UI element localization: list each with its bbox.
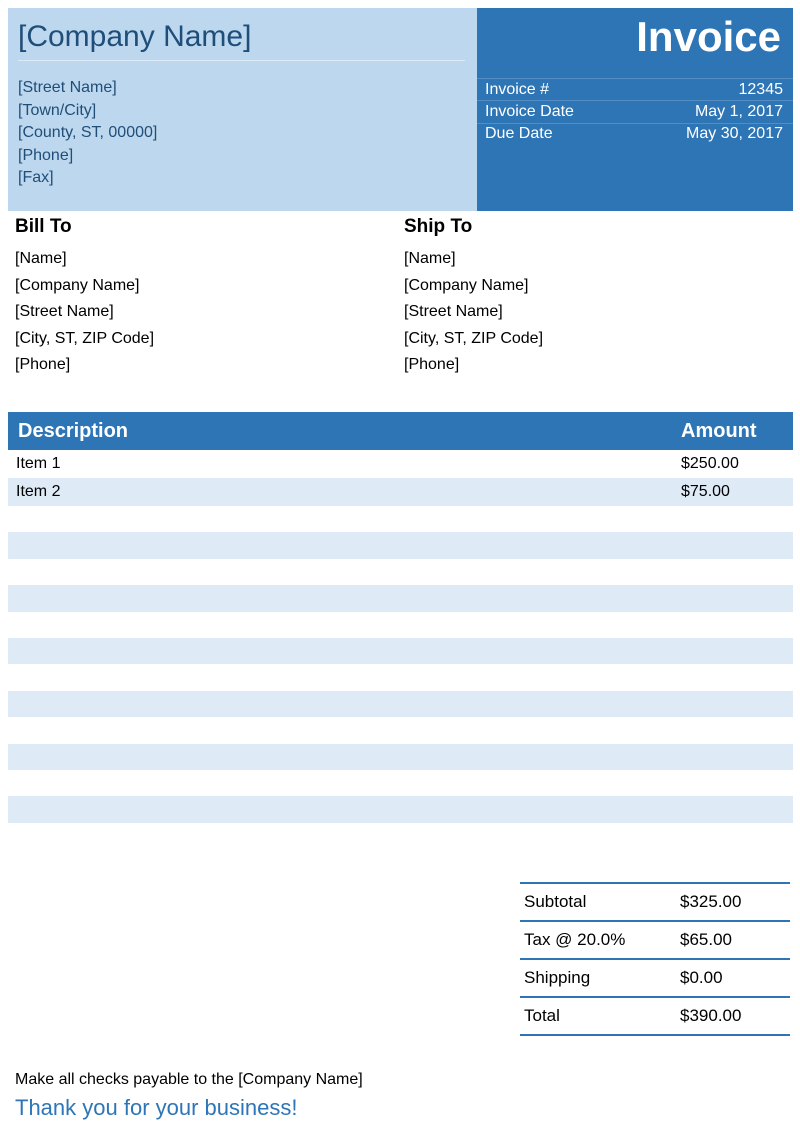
total-label: Total <box>524 1006 560 1025</box>
ship-to-heading: Ship To <box>404 216 473 237</box>
items-table-header <box>8 412 793 450</box>
empty-table-row <box>8 691 793 717</box>
company-phone: [Phone] <box>18 146 74 164</box>
shipping-value: $0.00 <box>680 968 723 987</box>
ship-to-block <box>404 214 793 379</box>
invoice-panel <box>477 8 793 211</box>
ship-to-phone: [Phone] <box>404 356 460 373</box>
subtotal-row <box>520 882 790 920</box>
invoice-number-row <box>477 78 793 100</box>
checks-payable-note: Make all checks payable to the [Company Name] <box>15 1071 363 1088</box>
totals-table <box>520 882 790 1036</box>
subtotal-value: $325.00 <box>680 892 742 911</box>
empty-table-row <box>8 585 793 611</box>
item-amount: $75.00 <box>681 483 730 500</box>
shipping-label: Shipping <box>524 968 591 987</box>
due-date-label: Due Date <box>485 125 553 143</box>
total-value: $390.00 <box>680 1006 742 1025</box>
empty-table-row <box>8 559 793 585</box>
due-date-value: May 30, 2017 <box>686 125 783 143</box>
shipping-row <box>520 958 790 996</box>
ship-to-city: [City, ST, ZIP Code] <box>404 329 544 347</box>
ship-to-name: [Name] <box>404 250 456 267</box>
invoice-number-label: Invoice # <box>485 80 550 98</box>
empty-table-row <box>8 717 793 743</box>
thank-you-message: Thank you for your business! <box>15 1095 298 1120</box>
empty-rows-region <box>8 506 793 823</box>
bill-to-name: [Name] <box>15 250 67 267</box>
empty-table-row <box>8 770 793 796</box>
tax-label: Tax @ 20.0% <box>524 930 626 949</box>
ship-to-street: [Street Name] <box>404 303 503 320</box>
empty-table-row <box>8 664 793 690</box>
empty-table-row <box>8 796 793 822</box>
billing-section <box>15 214 793 379</box>
company-address <box>18 77 465 190</box>
item-description: Item 2 <box>16 483 61 500</box>
company-name: [Company Name] <box>18 14 465 61</box>
invoice-number-value: 12345 <box>738 80 783 98</box>
bill-to-street: [Street Name] <box>15 303 114 320</box>
empty-table-row <box>8 744 793 770</box>
items-table <box>8 412 793 823</box>
ship-to-company: [Company Name] <box>404 276 529 294</box>
invoice-date-label: Invoice Date <box>485 103 574 121</box>
invoice-fields <box>477 78 793 145</box>
description-column-header: Description <box>18 419 129 442</box>
bill-to-company: [Company Name] <box>15 276 140 294</box>
bill-to-phone: [Phone] <box>15 356 71 373</box>
item-amount: $250.00 <box>681 455 739 472</box>
subtotal-label: Subtotal <box>524 892 587 911</box>
invoice-header <box>8 8 793 211</box>
company-fax: [Fax] <box>18 169 54 186</box>
invoice-date-value: May 1, 2017 <box>694 103 783 121</box>
bill-to-heading: Bill To <box>15 216 72 237</box>
empty-table-row <box>8 532 793 558</box>
invoice-title: Invoice <box>636 13 781 60</box>
due-date-row <box>477 123 793 145</box>
invoice-date-row <box>477 100 793 122</box>
amount-column-header: Amount <box>681 419 757 442</box>
bill-to-city: [City, ST, ZIP Code] <box>15 329 155 347</box>
company-county: [County, ST, 00000] <box>18 124 158 141</box>
total-row <box>520 996 790 1034</box>
company-street: [Street Name] <box>18 79 117 96</box>
item-description: Item 1 <box>16 455 61 472</box>
company-town: [Town/City] <box>18 101 97 119</box>
bill-to-block <box>15 214 404 379</box>
company-panel <box>8 8 477 211</box>
tax-value: $65.00 <box>680 930 732 949</box>
empty-table-row <box>8 506 793 532</box>
tax-row <box>520 920 790 958</box>
table-row <box>8 478 793 506</box>
empty-table-row <box>8 612 793 638</box>
empty-table-row <box>8 638 793 664</box>
table-row <box>8 450 793 478</box>
